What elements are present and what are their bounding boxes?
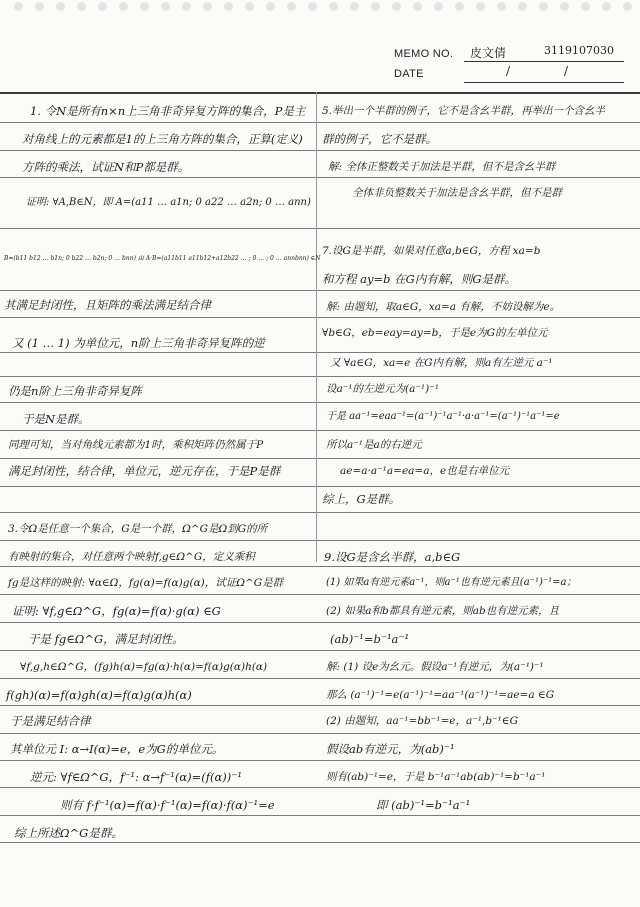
column-divider (316, 92, 317, 562)
student-name: 皮文倩 (470, 46, 507, 60)
left-line: 仍是n阶上三角非奇异复阵 (8, 384, 142, 398)
left-line: B=(b11 b12 … b1n; 0 b22 … b2n; 0 … bnn) 由 A·B=(a11b11 a11b12+a12b22 … ; 0 … ; 0 … annbnn) ∈N (4, 255, 321, 262)
left-line: 综上所述Ω^G是群。 (14, 826, 123, 840)
right-line: 那么 (a⁻¹)⁻¹=e(a⁻¹)⁻¹=aa⁻¹(a⁻¹)⁻¹=ae=a ∈G (326, 689, 555, 701)
right-line: 7.设G是半群，如果对任意a,b∈G，方程 xa=b (322, 245, 541, 257)
left-line: 有映射的集合，对任意两个映射f,g∈Ω^G，定义乘积 (8, 551, 255, 563)
right-line: (2) 由题知，aa⁻¹=bb⁻¹=e，a⁻¹,b⁻¹∈G (326, 715, 518, 727)
left-line: 则有 f·f⁻¹(α)=f(α)·f⁻¹(α)=f(α)·f(α)⁻¹=e (60, 798, 275, 812)
right-line: ∀b∈G，eb=eay=ay=b，于是e为G的左单位元 (322, 327, 548, 339)
right-line: 群的例子，它不是群。 (322, 132, 437, 146)
left-line: ∀f,g,h∈Ω^G，(fg)h(α)=fg(α)·h(α)=f(α)g(α)h(α) (20, 661, 268, 673)
right-line: 即 (ab)⁻¹=b⁻¹a⁻¹ (376, 798, 471, 812)
left-line: 逆元: ∀f∈Ω^G，f⁻¹: α→f⁻¹(α)=(f(α))⁻¹ (30, 770, 242, 784)
left-line: 满足封闭性，结合律，单位元，逆元存在，于是P是群 (8, 464, 281, 478)
left-line: 证明: ∀A,B∈N，即 A=(a11 … a1n; 0 a22 … a2n; 0 … ann) (26, 197, 311, 208)
date-slash: / (506, 64, 511, 78)
right-line: 全体非负整数关于加法是含幺半群，但不是群 (352, 187, 562, 199)
left-line: 于是满足结合律 (10, 714, 91, 728)
right-line: 又 ∀a∈G，xa=e 在G内有解，则a有左逆元 a⁻¹ (330, 357, 553, 369)
right-line: 和方程 ay=b 在G内有解，则G是群。 (322, 272, 517, 286)
left-line: 又 (1 … 1) 为单位元，n阶上三角非奇异复阵的逆 (12, 336, 265, 350)
right-line: 9.设G是含幺半群，a,b∈G (324, 550, 461, 564)
left-line: fg是这样的映射: ∀α∈Ω，fg(α)=f(α)g(α)，试证Ω^G是群 (8, 577, 284, 589)
right-line: 假设ab有逆元，为(ab)⁻¹ (326, 742, 455, 756)
left-line: 方阵的乘法，试证N和P都是群。 (22, 160, 190, 174)
right-line: 5.举出一个半群的例子，它不是含幺半群，再举出一个含幺半 (322, 105, 606, 117)
left-line: 3.令Ω是任意一个集合，G是一个群，Ω^G是Ω到G的所 (8, 523, 268, 535)
right-line: (ab)⁻¹=b⁻¹a⁻¹ (330, 632, 410, 646)
left-line: 其单位元 I: α→I(α)=e，e为G的单位元。 (10, 742, 224, 756)
right-line: 设a⁻¹的左逆元为(a⁻¹)⁻¹ (326, 383, 439, 395)
left-line: 对角线上的元素都是1的上三角方阵的集合，正算(定义) (22, 132, 303, 146)
memo-label: MEMO NO. (394, 48, 454, 60)
date-slash: / (564, 64, 569, 78)
right-line: (2) 如果a和b都具有逆元素，则ab也有逆元素，且 (326, 605, 560, 617)
student-id: 3119107030 (544, 44, 614, 57)
right-line: 于是 aa⁻¹=eaa⁻¹=(a⁻¹)⁻¹a⁻¹·a·a⁻¹=(a⁻¹)⁻¹a⁻¹=e (326, 411, 560, 422)
left-line: 其满足封闭性，且矩阵的乘法满足结合律 (4, 298, 211, 312)
right-line: (1) 如果a有逆元素a⁻¹，则a⁻¹也有逆元素且(a⁻¹)⁻¹=a； (326, 577, 577, 588)
right-line: 解: (1) 设e为幺元。假设a⁻¹有逆元，为(a⁻¹)⁻¹ (326, 661, 544, 673)
left-line: 同理可知，当对角线元素都为1时，乘积矩阵仍然属于P (8, 439, 264, 451)
left-line: 证明: ∀f,g∈Ω^G，fg(α)=f(α)·g(α) ∈G (12, 604, 221, 618)
right-line: 解: 由题知，取a∈G，xa=a 有解，不妨设解为e。 (326, 301, 561, 313)
right-line: 解: 全体正整数关于加法是半群，但不是含幺半群 (328, 161, 556, 173)
right-line: ae=a·a⁻¹a=ea=a，e也是右单位元 (340, 465, 510, 477)
date-label: DATE (394, 68, 424, 80)
left-line: 于是N是群。 (22, 412, 90, 426)
right-line: 则有(ab)⁻¹=e，于是 b⁻¹a⁻¹ab(ab)⁻¹=b⁻¹a⁻¹ (326, 771, 546, 783)
left-line: f(gh)(α)=f(α)gh(α)=f(α)g(α)h(α) (6, 688, 192, 702)
left-line: 于是 fg∈Ω^G，满足封闭性。 (28, 632, 184, 646)
left-line: 1. 令N是所有n×n上三角非奇异复方阵的集合，P是主 (30, 104, 306, 118)
right-line: 综上，G是群。 (322, 492, 401, 506)
right-line: 所以a⁻¹是a的右逆元 (326, 439, 422, 451)
